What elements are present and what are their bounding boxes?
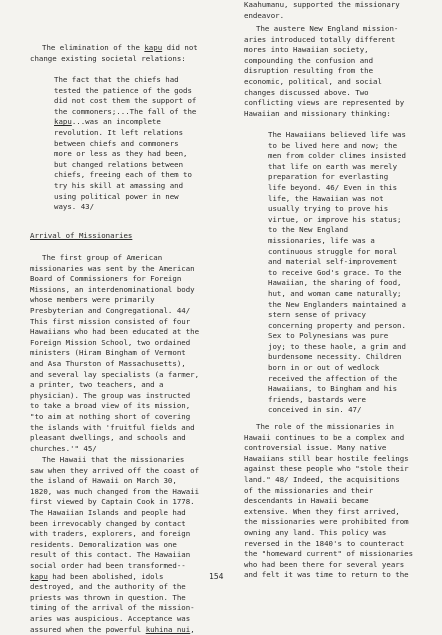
text-line: born in or out of wedlock (268, 363, 406, 374)
text-line: residents. Demoralization was one (30, 540, 199, 551)
text-line: ways. 43/ (54, 202, 196, 213)
left-quote-1 (30, 75, 196, 213)
text-line: The elimination of the kapu did not (30, 43, 198, 54)
text-line: Hawaii continues to be a complex and (244, 433, 413, 444)
text-line: using political power in new (54, 192, 196, 203)
text-line: chiefs, freeing each of them to (54, 170, 196, 181)
text-line: the missionaries were prohibited from (244, 517, 413, 528)
text-line: The Hawaiian Islands and people had (30, 508, 199, 519)
text-line: and Asa Thurston of Massachusetts), (30, 359, 199, 370)
text-line: controversial issue. Many native (244, 443, 413, 454)
text-line: The Hawaii that the missionaries (30, 455, 199, 466)
right-para-1 (244, 0, 400, 21)
text-line: of the missionaries and their (244, 486, 413, 497)
text-line: hut, and woman came naturally; (268, 289, 406, 300)
text-line: more or less as they had been, (54, 149, 196, 160)
text-line: Hawaiian and missionary thinking: (244, 109, 404, 120)
text-line: mores into Hawaiian society, (244, 45, 404, 56)
text-line: whose members were primarily (30, 295, 199, 306)
text-line: economic, political, and social (244, 77, 404, 88)
text-line: with traders, explorers, and foreign (30, 529, 199, 540)
text-line: aries was auspicious. Acceptance was (30, 614, 199, 625)
text-line: and material self-improvement (268, 257, 406, 268)
right-quote (244, 130, 406, 416)
text-line: received the affection of the (268, 374, 406, 385)
text-line: the New Englanders maintained a (268, 300, 406, 311)
heading-arrival-of-missionaries: Arrival of Missionaries (30, 231, 132, 242)
text-line: extensive. When they first arrived, (244, 507, 413, 518)
text-line: joy; to these haole, a grim and (268, 342, 406, 353)
text-line: The Hawaiians believed life was (268, 130, 406, 141)
text-line: The first group of American (30, 253, 199, 264)
text-line: and felt it was time to return to the (244, 570, 413, 581)
text-line: to be lived here and now; the (268, 141, 406, 152)
text-line: The role of the missionaries in (244, 422, 413, 433)
text-line: kapu had been abolished, idols (30, 572, 199, 583)
text-line: against these people who "stole their (244, 464, 413, 475)
text-line: Hawaiian, the sharing of food, (268, 278, 406, 289)
section-heading (30, 231, 132, 242)
text-line: compounding the confusion and (244, 56, 404, 67)
text-line: been irrevocably changed by contact (30, 519, 199, 530)
text-line: result of this contact. The Hawaiian (30, 550, 199, 561)
text-line: churches.'" 45/ (30, 444, 199, 455)
text-line: try his skill at amassing and (54, 181, 196, 192)
text-line: life, the Hawaiian was not (268, 194, 406, 205)
text-line: who had been there for several years (244, 560, 413, 571)
text-line: saw when they arrived off the coast of (30, 466, 199, 477)
text-line: 1820, was much changed from the Hawaii (30, 487, 199, 498)
text-line: that life on earth was merely (268, 162, 406, 173)
text-line: the "homeward current" of missionaries (244, 549, 413, 560)
text-line: did not cost them the support of (54, 96, 196, 107)
text-line: reversed in the 1840's to counteract (244, 539, 413, 550)
text-line: usually trying to prove his (268, 204, 406, 215)
text-line: change existing societal relations: (30, 54, 198, 65)
text-line: timing of the arrival of the mission- (30, 603, 199, 614)
text-line: pleasant dwellings, and schools and (30, 433, 199, 444)
text-line: to the New England (268, 225, 406, 236)
text-line: conflicting views are represented by (244, 98, 404, 109)
text-line: missionaries was sent by the American (30, 264, 199, 275)
text-line: Sex to Polynesians was pure (268, 331, 406, 342)
text-line: burdensome necessity. Children (268, 352, 406, 363)
text-line: between chiefs and commoners (54, 139, 196, 150)
text-line: physician). The group was instructed (30, 391, 199, 402)
page-number: 154 (209, 572, 223, 581)
text-line: kapu...was an incomplete (54, 117, 196, 128)
text-line: changes discussed above. Two (244, 88, 404, 99)
text-line: "to aim at nothing short of covering (30, 412, 199, 423)
text-line: disruption resulting from the (244, 66, 404, 77)
right-para-2 (244, 24, 404, 119)
text-line: the island of Hawaii on March 30, (30, 476, 199, 487)
text-line: priests was thrown in question. The (30, 593, 199, 604)
left-para-1 (30, 43, 198, 64)
text-line: social order had been transformed-- (30, 561, 199, 572)
text-line: Board of Commissioners for Foreign (30, 274, 199, 285)
text-line: and several lay specialists (a farmer, (30, 370, 199, 381)
text-line: but changed relations between (54, 160, 196, 171)
text-line: tested the patience of the gods (54, 86, 196, 97)
text-line: friends, bastards were (268, 395, 406, 406)
text-line: The fact that the chiefs had (54, 75, 196, 86)
text-line: This first mission consisted of four (30, 317, 199, 328)
left-para-2 (30, 253, 199, 454)
text-line: ministers (Hiram Bingham of Vermont (30, 348, 199, 359)
text-line: preparation for everlasting (268, 172, 406, 183)
text-line: to receive God's grace. To the (268, 268, 406, 279)
text-line: Hawaiians who had been educated at the (30, 327, 199, 338)
text-line: descendants in Hawaii became (244, 496, 413, 507)
text-line: assured when the powerful kuhina nui, (30, 625, 199, 635)
text-line: land." 48/ Indeed, the acquisitions (244, 475, 413, 486)
text-line: to take a broad view of its mission, (30, 401, 199, 412)
right-para-3 (244, 422, 413, 581)
text-line: The austere New England mission- (244, 24, 404, 35)
text-line: the islands with 'fruitful fields and (30, 423, 199, 434)
text-line: a printer, two teachers, and a (30, 380, 199, 391)
text-line: Missions, an interdenominational body (30, 285, 199, 296)
text-line: Hawaiians still bear hostile feelings (244, 454, 413, 465)
text-line: Presbyterian and Congregational. 44/ (30, 306, 199, 317)
text-line: destroyed, and the authority of the (30, 582, 199, 593)
text-line: Foreign Mission School, two ordained (30, 338, 199, 349)
text-line: revolution. It left relations (54, 128, 196, 139)
text-line: owning any land. This policy was (244, 528, 413, 539)
text-line: aries introduced totally different (244, 35, 404, 46)
text-line: concerning property and person. (268, 321, 406, 332)
text-line: continuous struggle for moral (268, 247, 406, 258)
text-line: missionaries, life was a (268, 236, 406, 247)
text-line: virtue, or improve his status; (268, 215, 406, 226)
text-line: stern sense of privacy (268, 310, 406, 321)
text-line: life beyond. 46/ Even in this (268, 183, 406, 194)
left-para-3 (30, 455, 199, 635)
text-line: first viewed by Captain Cook in 1778. (30, 497, 199, 508)
text-line: conceived in sin. 47/ (268, 405, 406, 416)
text-line: endeavor. (244, 11, 400, 22)
text-line: Kaahumanu, supported the missionary (244, 0, 400, 11)
text-line: Hawaiians, to Bingham and his (268, 384, 406, 395)
text-line: men from colder climes insisted (268, 151, 406, 162)
text-line: the commoners;...The fall of the (54, 107, 196, 118)
